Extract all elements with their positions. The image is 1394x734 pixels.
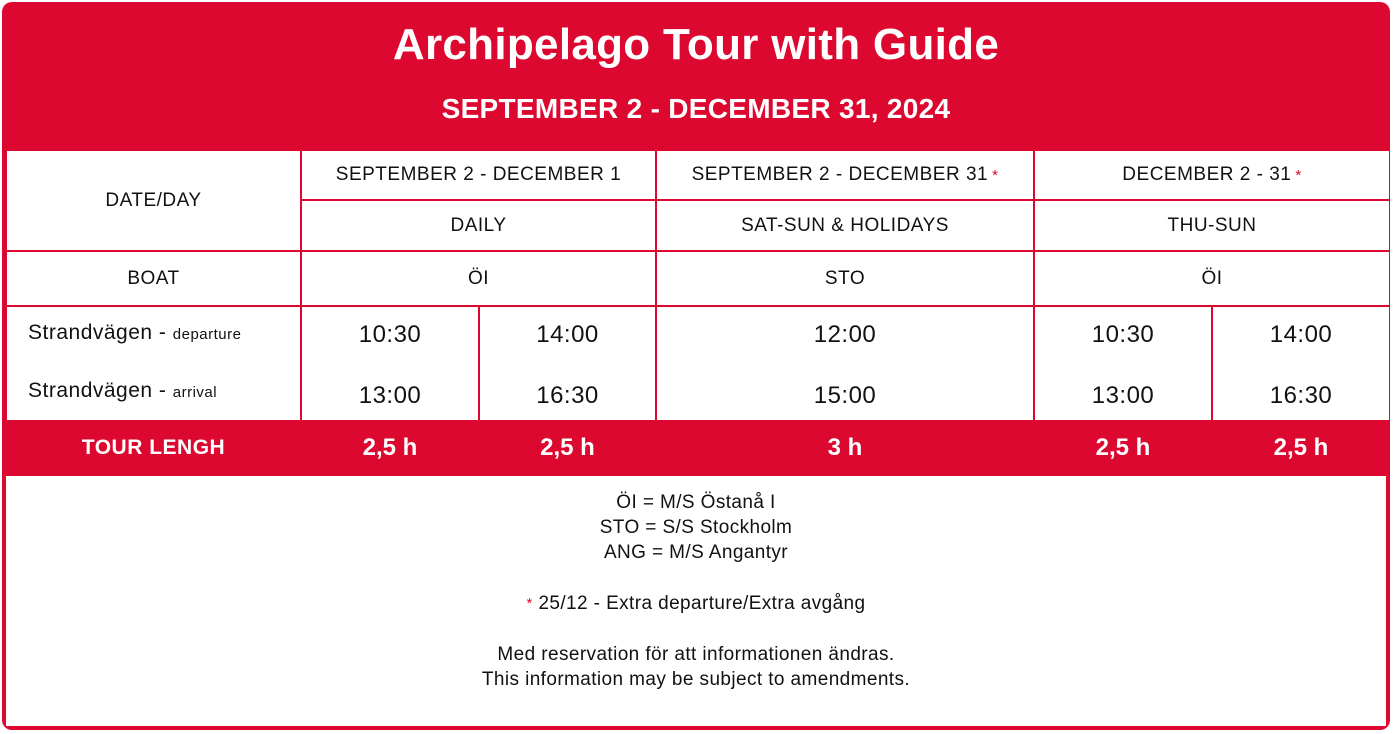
- legend-line: STO = S/S Stockholm: [599, 517, 793, 538]
- header-boat: BOAT: [7, 252, 300, 305]
- asterisk-icon: *: [526, 595, 533, 612]
- period-2-boat: STO: [657, 252, 1033, 305]
- period-3-boat: ÖI: [1035, 252, 1389, 305]
- period-3-dates-text: DECEMBER 2 - 31: [1122, 164, 1292, 185]
- period-1-days: DAILY: [302, 201, 655, 250]
- asterisk-icon: *: [1295, 166, 1302, 184]
- disclaimer-swedish: Med reservation för att informationen ändras.: [497, 644, 895, 665]
- period-1-dates-text: SEPTEMBER 2 - DECEMBER 1: [335, 164, 622, 185]
- arrival-time: 16:30: [536, 382, 599, 409]
- departure-time: 10:30: [358, 321, 422, 348]
- arrival-time: 13:00: [1091, 382, 1155, 409]
- tour-length-1: 2,5 h: [362, 434, 418, 461]
- tour-length-4: 2,5 h: [1095, 434, 1151, 461]
- legend-line: ÖI = M/S Östanå I: [616, 492, 776, 513]
- tour-length-5: 2,5 h: [1273, 434, 1329, 461]
- extra-departure-note: * 25/12 - Extra departure/Extra avgång: [526, 593, 866, 614]
- period-3-days: THU-SUN: [1035, 201, 1389, 250]
- departure-column-5: [1213, 307, 1389, 420]
- arrival-time: 13:00: [358, 382, 422, 409]
- schedule-card: [2, 2, 1390, 730]
- asterisk-icon: *: [992, 166, 999, 184]
- tour-length-label: TOUR LENGH: [81, 436, 226, 459]
- period-1-boat: ÖI: [302, 252, 655, 305]
- period-1-dates: [302, 151, 655, 199]
- stop-labels: [7, 307, 300, 420]
- arrival-label: Strandvägen - arrival: [28, 379, 218, 402]
- legend-line: ANG = M/S Angantyr: [603, 542, 789, 563]
- page-subtitle: SEPTEMBER 2 - DECEMBER 31, 2024: [441, 93, 951, 124]
- tour-length-3: 3 h: [827, 434, 863, 461]
- departure-column-2: [480, 307, 655, 420]
- period-2-days: SAT-SUN & HOLIDAYS: [657, 201, 1033, 250]
- arrival-time: 15:00: [813, 382, 877, 409]
- period-3-dates: [1035, 151, 1389, 199]
- departure-label: Strandvägen - departure: [28, 321, 242, 344]
- notes-section: [6, 476, 1386, 726]
- page-title: Archipelago Tour with Guide: [392, 20, 1000, 69]
- period-2-dates: [657, 151, 1033, 199]
- departure-column-3: [657, 307, 1033, 420]
- period-2-dates-text: SEPTEMBER 2 - DECEMBER 31: [691, 164, 989, 185]
- departure-time: 12:00: [813, 321, 877, 348]
- departure-column-4: [1035, 307, 1211, 420]
- tour-length-2: 2,5 h: [540, 434, 595, 461]
- header-date-day: DATE/DAY: [7, 151, 300, 250]
- departure-time: 14:00: [1269, 321, 1333, 348]
- arrival-time: 16:30: [1269, 382, 1333, 409]
- departure-column-1: [302, 307, 478, 420]
- departure-time: 10:30: [1091, 321, 1155, 348]
- disclaimer-english: This information may be subject to amendments.: [481, 669, 911, 690]
- departure-time: 14:00: [536, 321, 599, 348]
